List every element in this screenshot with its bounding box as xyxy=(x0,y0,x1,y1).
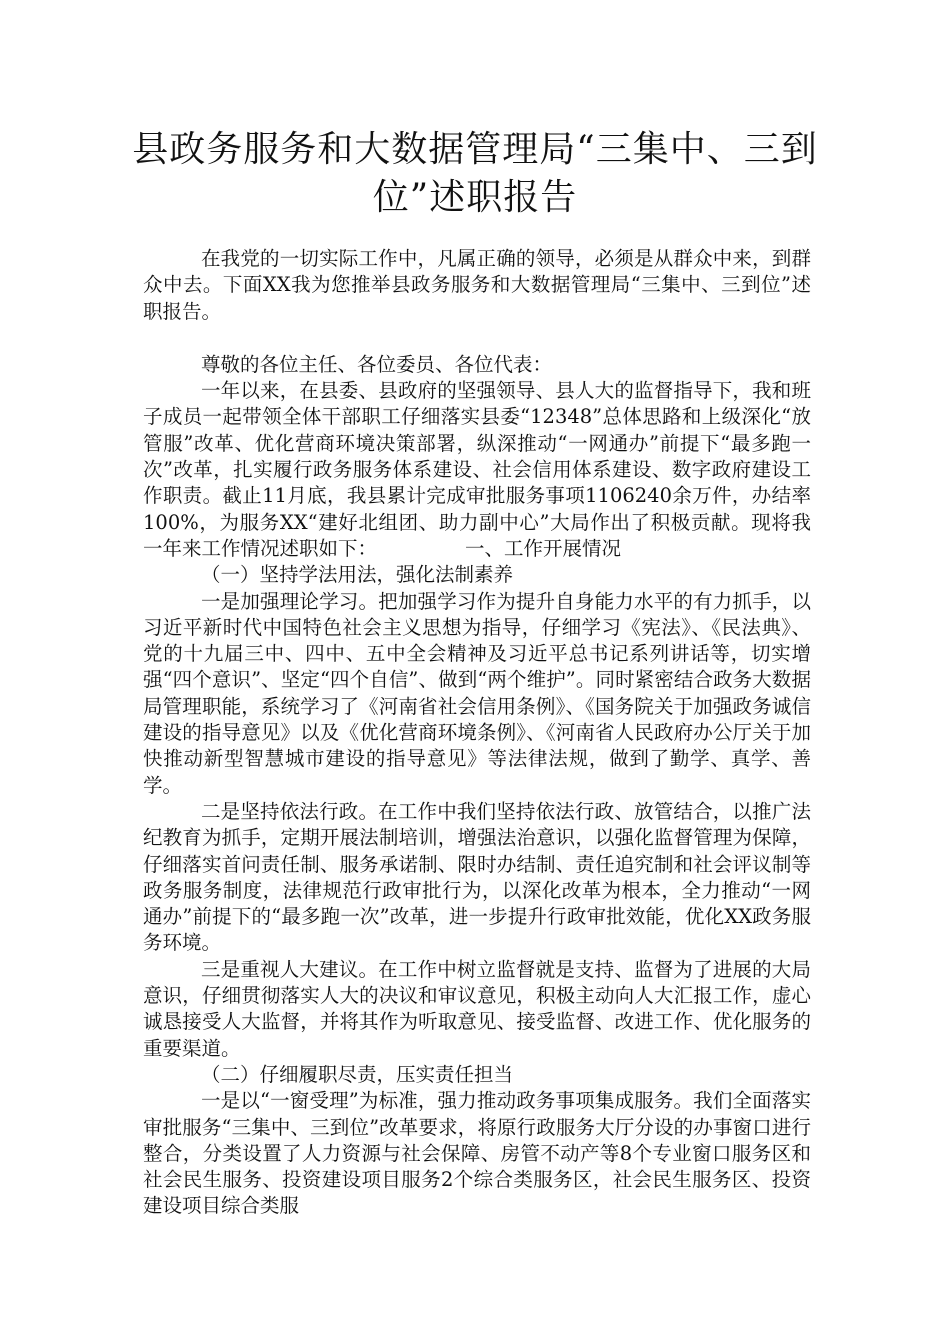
section-heading-1: 一、工作开展情况 xyxy=(465,536,622,560)
document-body xyxy=(143,246,811,1220)
lawful-administration-paragraph: 二是坚持依法行政。在工作中我们坚持依法行政、放管结合，以推广法纪教育为抓手，定期开展法制培训，增强法治意识，以强化监督管理为保障，仔细落实首问责任制、服务承诺制、限时办结制、责任追究制和社会评议制等政务服务制度，法律规范行政审批行为，以深化改革为根本，全力推动“一网通办”前提下的“最多跑一次”改革，进一步提升行政审批效能，优化XX政务服务环境。 xyxy=(143,799,811,955)
year-summary-paragraph xyxy=(143,378,811,562)
npc-suggestions-paragraph: 三是重视人大建议。在工作中树立监督就是支持、监督为了进展的大局意识，仔细贯彻落实人大的决议和审议意见，积极主动向人大汇报工作，虚心诚恳接受人大监督，并将其作为听取意见、接受监督、改进工作、优化服务的重要渠道。 xyxy=(143,957,811,1060)
theory-study-paragraph: 一是加强理论学习。把加强学习作为提升自身能力水平的有力抓手，以习近平新时代中国特色社会主义思想为指导，仔细学习《宪法》、《民法典》、党的十九届三中、四中、五中全会精神及习近平总书记系列讲话等，切实增强“四个意识”、坚定“四个自信”、做到“两个维护”。同时紧密结合政务大数据局管理职能，系统学习了《河南省社会信用条例》、《国务院关于加强政务诚信建设的指导意见》以及《优化营商环境条例》、《河南省人民政府办公厅关于加快推动新型智慧城市建设的指导意见》等法律法规，做到了勤学、真学、善学。 xyxy=(143,589,811,797)
subsection-heading-1: （一）坚持学法用法，强化法制素养 xyxy=(201,563,514,587)
year-summary-text: 一年以来，在县委、县政府的坚强领导、县人大的监督指导下，我和班子成员一起带领全体干部职工仔细落实县委“12348”总体思路和上级深化“放管服”改革、优化营商环境决策部署，纵深推动“一网通办”前提下“最多跑一次”改革，扎实履行政务服务体系建设、社会信用体系建设、数字政府建设工作职责。截止11月底，我县累计完成审批服务事项1106240余万件，办结率100%，为服务XX“建好北组团、助力副中心”大局作出了积极贡献。现将我一年来工作情况述职如下： xyxy=(143,379,811,560)
one-window-paragraph: 一是以“一窗受理”为标准，强力推动政务事项集成服务。我们全面落实审批服务“三集中、三到位”改革要求，将原行政服务大厅分设的办事窗口进行整合，分类设置了人力资源与社会保障、房管不动产等8个专业窗口服务区和社会民生服务、投资建设项目服务2个综合类服务区，社会民生服务区、投资建设项目综合类服 xyxy=(143,1089,811,1218)
salutation: 尊敬的各位主任、各位委员、各位代表： xyxy=(201,352,553,376)
intro-paragraph: 在我党的一切实际工作中，凡属正确的领导，必须是从群众中来，到群众中去。下面XX我为您推举县政务服务和大数据管理局“三集中、三到位”述职报告。 xyxy=(143,247,811,323)
paragraph-gap xyxy=(143,325,811,352)
subsection-heading-2: （二）仔细履职尽责，压实责任担当 xyxy=(201,1062,514,1086)
document-title: 县政务服务和大数据管理局“三集中、三到位”述职报告 xyxy=(132,129,818,218)
